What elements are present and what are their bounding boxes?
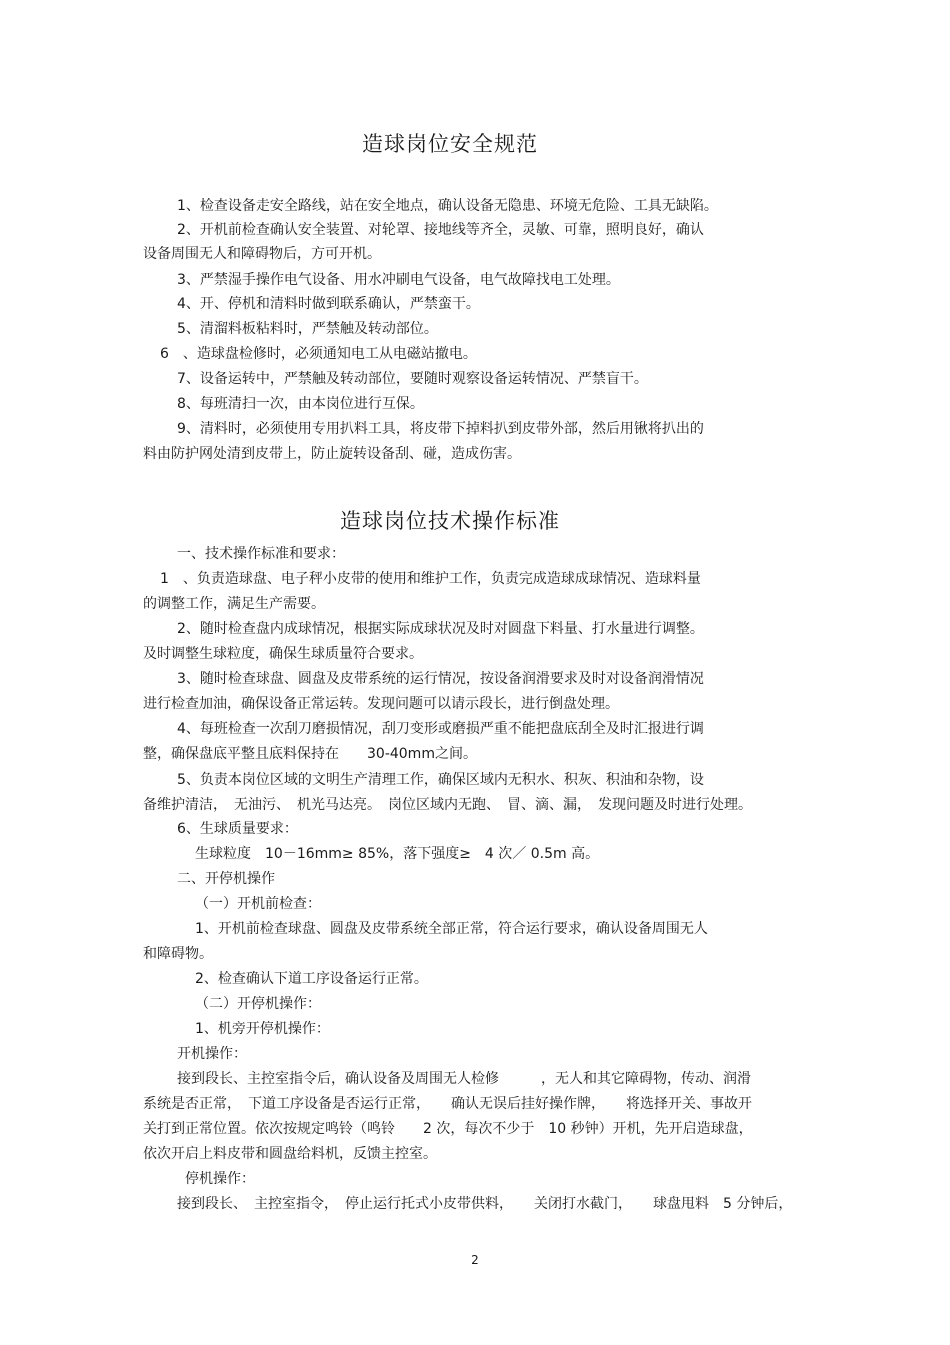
start-step-line-3: 关打到正常位置。依次按规定鸣铃（鸣铃 2 次，每次不少于 10 秒钟）开机，先开启造球盘，	[143, 1121, 753, 1137]
tech-item-4: 4、每班检查一次刮刀磨损情况，刮刀变形或磨损严重不能把盘底刮全及时汇报进行调	[177, 721, 704, 737]
safety-item-6: 6 、造球盘检修时，必须通知电工从电磁站撤电。	[160, 346, 477, 362]
page-number: 2	[471, 1253, 479, 1267]
start-step-line-4: 依次开启上料皮带和圆盘给料机，反馈主控室。	[143, 1146, 437, 1162]
precheck-item-1: 1、开机前检查球盘、圆盘及皮带系统全部正常，符合运行要求，确认设备周围无人	[195, 921, 708, 937]
ball-quality-spec: 生球粒度 10－16mm≥ 85%，落下强度≥ 4 次／ 0.5m 高。	[195, 846, 600, 862]
start-step-line-1: 接到段长、主控室指令后，确认设备及周围无人检修 ，无人和其它障碍物，传动、润滑	[177, 1071, 751, 1087]
tech-item-2: 2、随时检查盘内成球情况，根据实际成球状况及时对圆盘下料量、打水量进行调整。	[177, 621, 704, 637]
stop-operation-label: 停机操作：	[185, 1171, 255, 1187]
start-operation-label: 开机操作：	[177, 1046, 247, 1062]
tech-item-4-cont: 整，确保盘底平整且底料保持在 30-40mm之间。	[143, 746, 477, 762]
safety-item-7: 7、设备运转中，严禁触及转动部位，要随时观察设备运转情况、严禁盲干。	[177, 371, 648, 387]
tech-item-1-cont: 的调整工作，满足生产需要。	[143, 596, 325, 612]
title-tech-standard: 造球岗位技术操作标准	[340, 509, 560, 533]
title-safety-spec: 造球岗位安全规范	[362, 132, 538, 156]
section-heading-1: 一、技术操作标准和要求：	[177, 546, 345, 562]
safety-item-8: 8、每班清扫一次，由本岗位进行互保。	[177, 396, 424, 412]
safety-item-3: 3、严禁湿手操作电气设备、用水冲刷电气设备，电气故障找电工处理。	[177, 272, 620, 288]
subsection-start-stop: （二）开停机操作：	[195, 996, 321, 1012]
safety-item-4: 4、开、停机和清料时做到联系确认，严禁蛮干。	[177, 296, 480, 312]
stop-step-line-1: 接到段长、 主控室指令， 停止运行托式小皮带供料， 关闭打水截门， 球盘甩料 5 分钟后，	[177, 1196, 793, 1212]
safety-item-1: 1、检查设备走安全路线，站在安全地点，确认设备无隐患、环境无危险、工具无缺陷。	[177, 198, 718, 214]
safety-item-9-cont: 料由防护网处清到皮带上，防止旋转设备刮、碰，造成伤害。	[143, 446, 521, 462]
tech-item-5: 5、负责本岗位区域的文明生产清理工作，确保区域内无积水、积灰、积油和杂物，设	[177, 772, 704, 788]
safety-item-2: 2、开机前检查确认安全装置、对轮罩、接地线等齐全，灵敏、可靠，照明良好，确认	[177, 222, 704, 238]
safety-item-2-cont: 设备周围无人和障碍物后，方可开机。	[143, 246, 381, 262]
precheck-item-1-cont: 和障碍物。	[143, 946, 213, 962]
start-step-line-2: 系统是否正常， 下道工序设备是否运行正常， 确认无误后挂好操作牌， 将选择开关、事故开	[143, 1096, 752, 1112]
tech-item-3-cont: 进行检查加油，确保设备正常运转。发现问题可以请示段长，进行倒盘处理。	[143, 696, 619, 712]
tech-item-5-cont: 备维护清洁， 无油污、 机光马达亮。 岗位区域内无跑、 冒、滴、漏， 发现问题及时进行处理。	[143, 797, 752, 813]
tech-item-1: 1 、负责造球盘、电子秤小皮带的使用和维护工作，负责完成造球成球情况、造球料量	[160, 571, 701, 587]
tech-item-2-cont: 及时调整生球粒度，确保生球质量符合要求。	[143, 646, 423, 662]
section-heading-2: 二、开停机操作	[177, 871, 275, 887]
local-operation-heading: 1、机旁开停机操作：	[195, 1021, 330, 1037]
tech-item-3: 3、随时检查球盘、圆盘及皮带系统的运行情况，按设备润滑要求及时对设备润滑情况	[177, 671, 704, 687]
safety-item-9: 9、清料时，必须使用专用扒料工具，将皮带下掉料扒到皮带外部，然后用锹将扒出的	[177, 421, 704, 437]
tech-item-6: 6、生球质量要求：	[177, 821, 298, 837]
precheck-item-2: 2、检查确认下道工序设备运行正常。	[195, 971, 428, 987]
subsection-precheck: （一）开机前检查：	[195, 896, 321, 912]
safety-item-5: 5、清溜料板粘料时，严禁触及转动部位。	[177, 321, 438, 337]
